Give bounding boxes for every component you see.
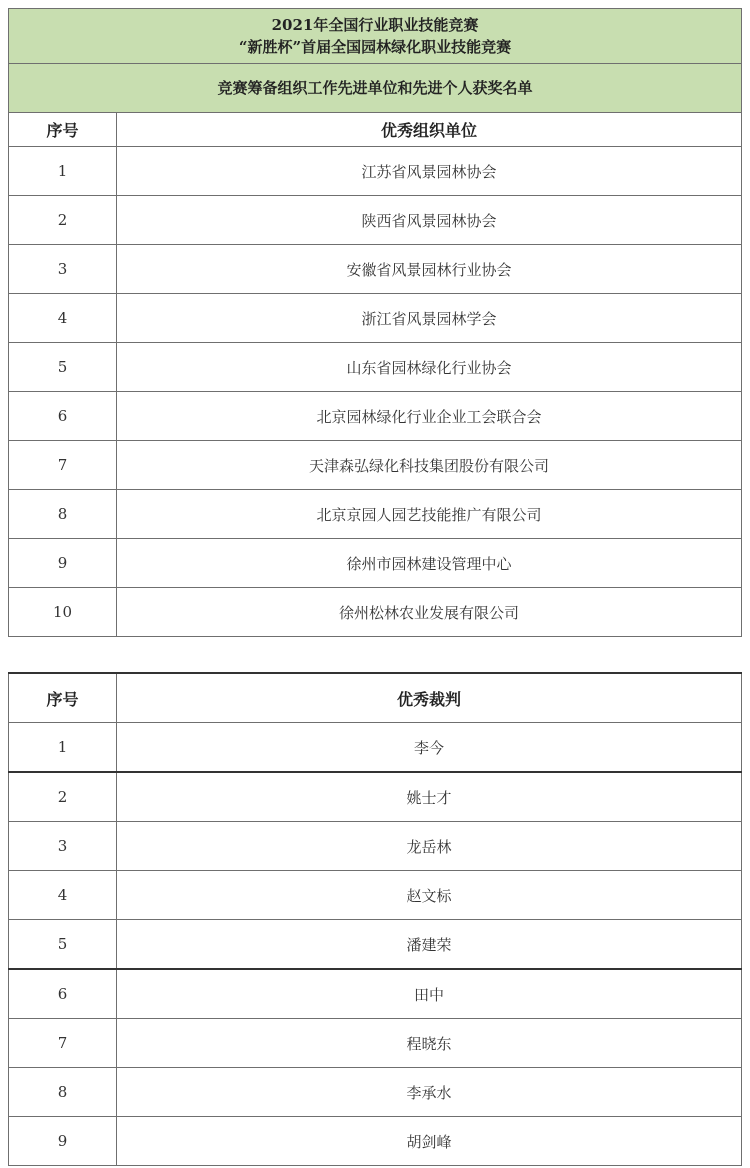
row-number: 2 bbox=[9, 196, 117, 245]
organization-name: 北京京园人园艺技能推广有限公司 bbox=[117, 490, 742, 539]
awards-subtitle: 竞赛筹备组织工作先进单位和先进个人获奖名单 bbox=[9, 64, 742, 113]
organization-name: 安徽省风景园林行业协会 bbox=[117, 245, 742, 294]
referee-name: 龙岳林 bbox=[117, 822, 742, 871]
organization-awards-table bbox=[8, 8, 742, 637]
table-row bbox=[9, 539, 742, 588]
row-number: 3 bbox=[9, 822, 117, 871]
referee-name: 李今 bbox=[117, 723, 742, 773]
table2-header-row bbox=[9, 673, 742, 723]
referee-name: 潘建荣 bbox=[117, 920, 742, 970]
row-number: 4 bbox=[9, 294, 117, 343]
row-number: 7 bbox=[9, 1019, 117, 1068]
table-row bbox=[9, 147, 742, 196]
organization-name: 山东省园林绿化行业协会 bbox=[117, 343, 742, 392]
table-row bbox=[9, 920, 742, 970]
referee-name: 赵文标 bbox=[117, 871, 742, 920]
row-number: 6 bbox=[9, 392, 117, 441]
organization-name: 北京园林绿化行业企业工会联合会 bbox=[117, 392, 742, 441]
row-number: 8 bbox=[9, 490, 117, 539]
table-row bbox=[9, 392, 742, 441]
table-row bbox=[9, 441, 742, 490]
table-row bbox=[9, 1117, 742, 1166]
row-number: 9 bbox=[9, 1117, 117, 1166]
row-number: 7 bbox=[9, 441, 117, 490]
table-row bbox=[9, 588, 742, 637]
table-row bbox=[9, 871, 742, 920]
row-number: 2 bbox=[9, 772, 117, 822]
subtitle-row bbox=[9, 64, 742, 113]
table-row bbox=[9, 1019, 742, 1068]
table-row bbox=[9, 294, 742, 343]
referee-name: 程晓东 bbox=[117, 1019, 742, 1068]
title-line-1: 2021年全国行业职业技能竞赛 bbox=[271, 16, 479, 34]
referee-name: 田中 bbox=[117, 969, 742, 1019]
table-row bbox=[9, 1068, 742, 1117]
organization-name: 浙江省风景园林学会 bbox=[117, 294, 742, 343]
table-row bbox=[9, 196, 742, 245]
organization-name: 陕西省风景园林协会 bbox=[117, 196, 742, 245]
row-number: 10 bbox=[9, 588, 117, 637]
table2-col-no-header: 序号 bbox=[9, 673, 117, 723]
row-number: 1 bbox=[9, 723, 117, 773]
organization-name: 徐州市园林建设管理中心 bbox=[117, 539, 742, 588]
row-number: 1 bbox=[9, 147, 117, 196]
table-row bbox=[9, 343, 742, 392]
table-row bbox=[9, 772, 742, 822]
competition-title bbox=[9, 9, 742, 64]
row-number: 8 bbox=[9, 1068, 117, 1117]
organization-name: 徐州松林农业发展有限公司 bbox=[117, 588, 742, 637]
referee-name: 胡剑峰 bbox=[117, 1117, 742, 1166]
organization-name: 江苏省风景园林协会 bbox=[117, 147, 742, 196]
referee-awards-section bbox=[8, 672, 742, 1166]
table-row bbox=[9, 723, 742, 773]
row-number: 5 bbox=[9, 920, 117, 970]
table2-col-name-header: 优秀裁判 bbox=[117, 673, 742, 723]
row-number: 6 bbox=[9, 969, 117, 1019]
row-number: 3 bbox=[9, 245, 117, 294]
referee-awards-table bbox=[8, 672, 742, 1166]
title-row bbox=[9, 9, 742, 64]
table-row bbox=[9, 245, 742, 294]
row-number: 9 bbox=[9, 539, 117, 588]
table1-header-row bbox=[9, 113, 742, 147]
awards-list-sheet bbox=[8, 8, 742, 637]
title-line-2: “新胜杯”首届全国园林绿化职业技能竞赛 bbox=[238, 38, 512, 56]
row-number: 5 bbox=[9, 343, 117, 392]
table1-col-no-header: 序号 bbox=[9, 113, 117, 147]
referee-name: 姚士才 bbox=[117, 772, 742, 822]
table-row bbox=[9, 490, 742, 539]
table-row bbox=[9, 969, 742, 1019]
table-row bbox=[9, 822, 742, 871]
row-number: 4 bbox=[9, 871, 117, 920]
table1-col-name-header: 优秀组织单位 bbox=[117, 113, 742, 147]
referee-name: 李承水 bbox=[117, 1068, 742, 1117]
organization-name: 天津森弘绿化科技集团股份有限公司 bbox=[117, 441, 742, 490]
